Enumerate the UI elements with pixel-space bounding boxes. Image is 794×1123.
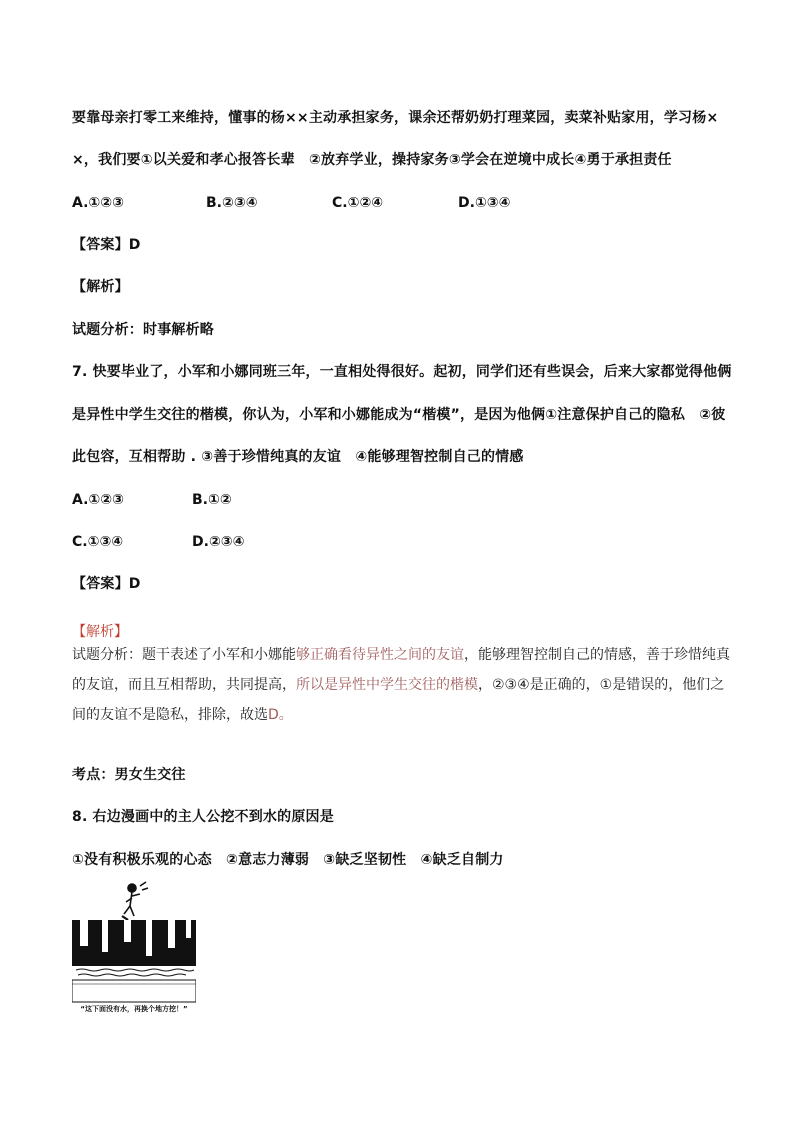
q7-analysis-label: 【解析】 — [72, 624, 128, 640]
q7-option-a: A.①②③ — [72, 492, 124, 508]
q7-analysis-part: 试题分析：题干表述了小军和小娜能 — [72, 647, 296, 663]
q7-option-d: D.②③④ — [192, 534, 245, 550]
cartoon-illustration — [72, 880, 196, 1004]
q8-line-2: ①没有积极乐观的心态 ②意志力薄弱 ③缺乏坚韧性 ④缺乏自制力 — [72, 852, 504, 868]
prev-analysis-text: 试题分析：时事解析略 — [72, 322, 214, 338]
digger-figure — [122, 882, 148, 920]
q7-option-b: B.①② — [192, 492, 232, 508]
q7-kaodian: 考点：男女生交往 — [72, 767, 186, 783]
prev-option-c: C.①②④ — [332, 195, 384, 211]
q7-line-3: 此包容，互相帮助 . ③善于珍惜纯真的友谊 ④能够理智控制自己的情感 — [72, 449, 524, 465]
prev-option-a: A.①②③ — [72, 195, 124, 211]
q7-analysis-highlight: D。 — [268, 707, 293, 723]
prev-option-b: B.②③④ — [206, 195, 258, 211]
prev-analysis-label: 【解析】 — [72, 279, 129, 295]
q8-line-1: 8. 右边漫画中的主人公挖不到水的原因是 — [72, 809, 334, 825]
q7-analysis-part: ，②③④是正确的，①是错误的，他们之间的友谊不是隐私，排除，故选 — [72, 677, 725, 723]
q7-answer: 【答案】D — [72, 576, 141, 592]
q7-analysis-part: ，能够理智控制自己的情感，善于珍惜纯真的友谊，而且互相帮助，共同提高， — [72, 647, 730, 693]
q8-cartoon — [72, 880, 196, 1020]
q7-analysis-text — [72, 640, 732, 730]
cartoon-caption: “这下面没有水，再换个地方挖！” — [80, 1005, 188, 1013]
prev-question-line-2: ×，我们要①以关爱和孝心报答长辈 ②放弃学业，操持家务③学会在逆境中成长④勇于承担责任 — [72, 152, 672, 168]
q7-analysis-highlight: 够正确看待异性之间的友谊 — [296, 647, 464, 663]
prev-answer: 【答案】D — [72, 237, 141, 253]
q7-option-c: C.①③④ — [72, 534, 124, 550]
prev-option-d: D.①③④ — [458, 195, 511, 211]
q7-line-1: 7. 快要毕业了，小军和小娜同班三年，一直相处得很好。起初，同学们还有些误会，后来大家都觉得他俩 — [72, 364, 732, 380]
q7-analysis-highlight: 所以是异性中学生交往的楷模 — [296, 677, 478, 693]
prev-question-line-1: 要靠母亲打零工来维持，懂事的杨××主动承担家务，课余还帮奶奶打理菜园，卖菜补贴家用，学习杨× — [72, 110, 719, 126]
q7-line-2: 是异性中学生交往的楷模，你认为，小军和小娜能成为“楷模”，是因为他俩①注意保护自己的隐私 ②彼 — [72, 407, 726, 423]
